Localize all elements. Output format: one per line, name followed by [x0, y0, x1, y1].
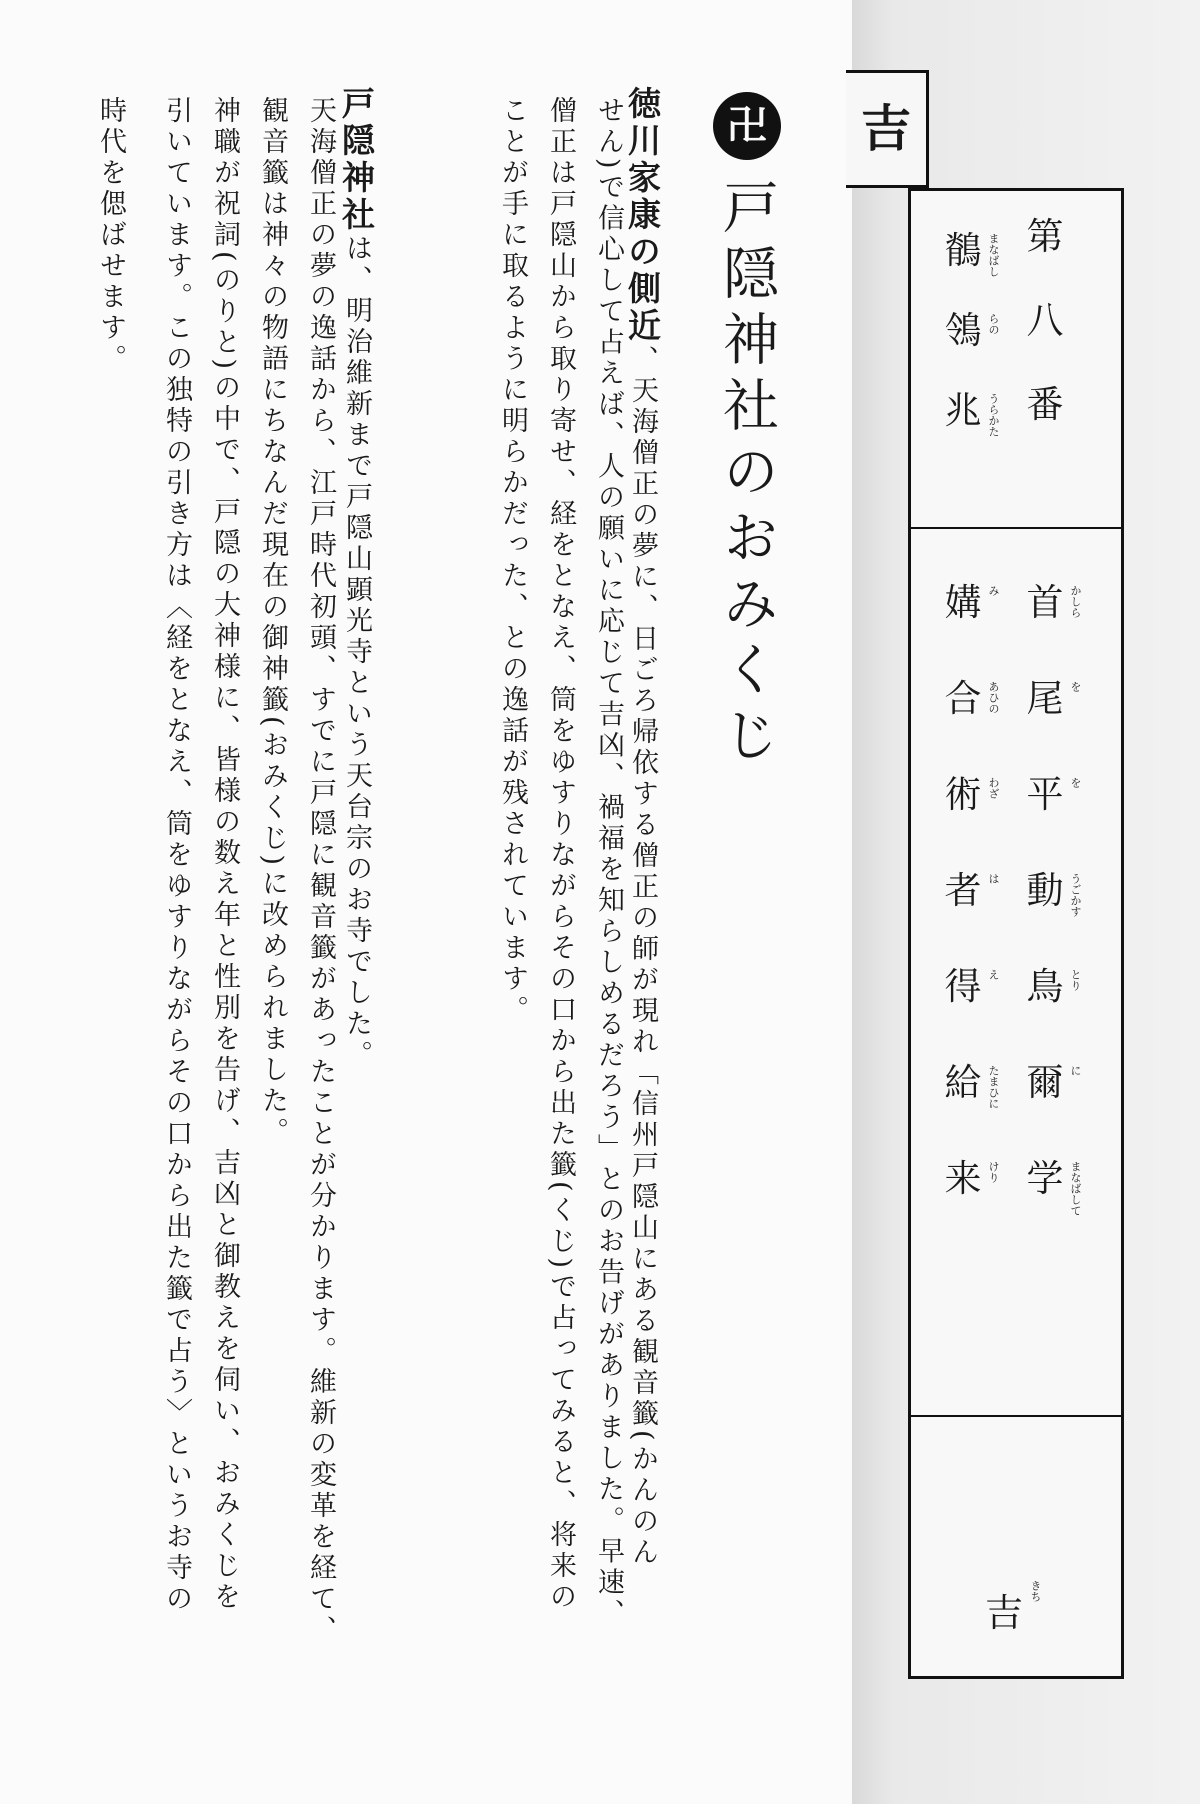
card-glyph	[1023, 965, 1082, 1008]
card-glyph-ruby: とり	[1069, 969, 1082, 991]
card-glyph	[941, 773, 1000, 816]
card-glyph	[941, 389, 1000, 437]
card-glyph	[941, 1157, 1000, 1200]
card-glyph-ruby: わざ	[987, 777, 1000, 799]
fortune-result	[985, 1580, 1042, 1637]
card-glyph-char: 者	[944, 869, 982, 912]
section2-line-6: 時代を偲ばせます。	[95, 96, 126, 375]
card-glyph-char: 兆	[944, 389, 982, 432]
card-glyph	[941, 581, 1000, 624]
card-glyph	[1023, 385, 1067, 425]
card-verse-line-1	[1023, 581, 1082, 1216]
card-glyph-ruby: に	[1069, 1065, 1082, 1076]
card-glyph-ruby: を	[1069, 681, 1082, 692]
section1-line-1-text: 、天海僧正の夢に、日ごろ帰依する僧正の師が現れ「信州戸隠山にある観音籤(かんのん	[627, 345, 658, 1569]
omikuji-card	[908, 188, 1124, 1679]
card-glyph-char: 爾	[1026, 1061, 1064, 1104]
card-glyph	[941, 309, 1000, 352]
card-glyph-ruby: らの	[987, 313, 1000, 335]
card-verse-line-2	[941, 581, 1000, 1200]
fortune-ruby: きち	[1029, 1580, 1042, 1602]
section1-line-2: せん)で信心して占えば、人の願いに応じて吉凶、禍福を知らしめるだろう」とのお告げがありました。早速、	[593, 96, 624, 1630]
card-glyph-char: 給	[944, 1061, 982, 1104]
card-glyph	[1023, 1061, 1082, 1104]
card-glyph-char: 術	[944, 773, 982, 816]
card-glyph	[1023, 217, 1067, 257]
card-glyph-char: 首	[1026, 581, 1064, 624]
card-glyph-ruby: み	[987, 585, 1000, 596]
card-glyph-ruby: を	[1069, 777, 1082, 788]
card-glyph-char: 鳥	[1026, 965, 1064, 1008]
card-glyph-ruby: は	[987, 873, 1000, 884]
card-glyph	[1023, 677, 1082, 720]
fortune-char: 吉	[985, 1591, 1024, 1635]
card-glyph-char: 来	[944, 1157, 982, 1200]
card-header-section	[911, 191, 1121, 529]
card-glyph-char: 得	[944, 965, 982, 1008]
card-glyph	[941, 1061, 1000, 1109]
card-verse-section	[911, 527, 1121, 1417]
section2-line-4: 神職が祝詞(のりと)の中で、戸隠の大神様に、皆様の数え年と性別を告げ、吉凶と御教えを伺い、おみくじを	[209, 96, 240, 1614]
section2-line-2: 天海僧正の夢の逸話から、江戸時代初頭、すでに戸隠に観音籤があったことが分かります。維新の変革を経て、	[305, 96, 336, 1646]
card-glyph-char: 鴒	[944, 309, 982, 352]
section1-lead: 徳川家康の側近	[623, 86, 662, 345]
card-glyph-char: 平	[1026, 773, 1064, 816]
card-glyph	[941, 677, 1000, 720]
section1-line-3: 僧正は戸隠山から取り寄せ、経をとなえ、筒をゆすりながらその口から出た籤(くじ)で占ってみると、将来の	[545, 96, 576, 1614]
section2-line-5: 引いています。この独特の引き方は〈経をとなえ、筒をゆすりながらその口から出た籤で占う〉というお寺の	[161, 96, 192, 1615]
card-number-line	[1023, 217, 1067, 425]
card-glyph-char: 八	[1026, 299, 1064, 342]
section1-line-4: ことが手に取るように明らかだった、との逸話が残されています。	[497, 96, 528, 1026]
card-glyph	[1023, 1157, 1082, 1216]
card-glyph-ruby: まなばして	[1069, 1161, 1082, 1216]
card-glyph-ruby: うごかす	[1069, 873, 1082, 917]
card-glyph-ruby: え	[987, 969, 1000, 980]
card-glyph	[1023, 869, 1082, 917]
section2-line-3: 観音籤は神々の物語にちなんだ現在の御神籤(おみくじ)に改められました。	[257, 96, 288, 1149]
card-glyph	[1023, 301, 1067, 341]
card-glyph-char: 第	[1026, 215, 1064, 258]
card-glyph-ruby: かしら	[1069, 585, 1082, 618]
card-glyph	[941, 229, 1000, 277]
section2-line-1-text: は、明治維新まで戸隠山顕光寺という天台宗のお寺でした。	[341, 234, 372, 1071]
section2-lead: 戸隠神社	[337, 86, 376, 234]
card-glyph	[941, 965, 1000, 1008]
card-glyph-ruby: あひの	[987, 681, 1000, 714]
card-glyph-char: 媾	[944, 581, 982, 624]
card-glyph	[1023, 773, 1082, 816]
card-glyph-char: 番	[1026, 383, 1064, 426]
omikuji-card-tab: 吉	[846, 70, 929, 188]
card-glyph-ruby: まなばし	[987, 233, 1000, 277]
card-glyph-char: 鶺	[944, 229, 982, 272]
card-glyph-ruby: うらかた	[987, 393, 1000, 437]
card-glyph-char: 合	[944, 677, 982, 720]
card-glyph-char: 尾	[1026, 677, 1064, 720]
card-glyph-ruby: たまひに	[987, 1065, 1000, 1109]
shrine-emblem-icon: 卍	[713, 92, 781, 160]
card-glyph	[1023, 581, 1082, 624]
card-glyph	[941, 869, 1000, 912]
page-title: 戸隠神社のおみくじ	[714, 178, 779, 772]
card-glyph-char: 学	[1026, 1157, 1064, 1200]
card-glyph-ruby: けり	[987, 1161, 1000, 1183]
card-fortune-section	[911, 1417, 1121, 1676]
card-name-line	[941, 229, 1000, 437]
card-glyph-char: 動	[1026, 869, 1064, 912]
